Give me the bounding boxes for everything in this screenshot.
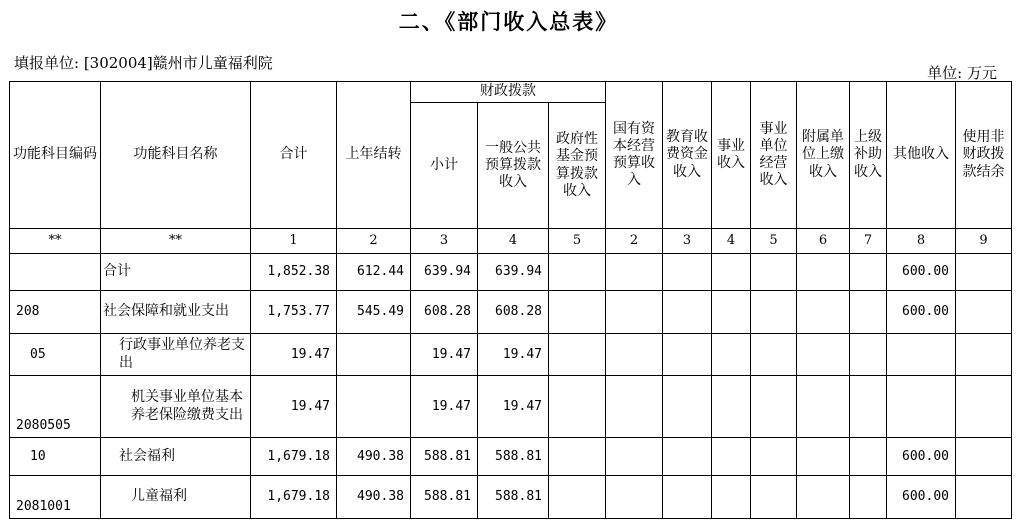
cell-empty <box>663 438 712 476</box>
table-row <box>10 376 1012 438</box>
cell-empty <box>850 254 887 291</box>
cell-empty <box>850 334 887 376</box>
cell-empty <box>797 254 850 291</box>
header-non-fiscal-carry: 使用非财政拨款结余 <box>956 82 1012 229</box>
index-cell: 2 <box>337 229 411 254</box>
cell-name: 儿童福利 <box>101 476 251 519</box>
cell-empty <box>606 334 663 376</box>
cell-empty <box>797 334 850 376</box>
cell-empty <box>956 254 1012 291</box>
cell-general-budget: 588.81 <box>478 476 549 519</box>
cell-empty <box>956 476 1012 519</box>
page-title: 二、《部门收入总表》 <box>398 9 619 34</box>
cell-empty <box>712 438 751 476</box>
table-row <box>10 254 1012 291</box>
cell-empty <box>850 438 887 476</box>
cell-empty <box>663 254 712 291</box>
cell-code: 208 <box>10 291 101 334</box>
cell-name: 社会保障和就业支出 <box>101 291 251 334</box>
cell-other <box>887 334 956 376</box>
cell-general-budget: 588.81 <box>478 438 549 476</box>
index-cell: ** <box>101 229 251 254</box>
index-cell: 4 <box>712 229 751 254</box>
cell-other: 600.00 <box>887 254 956 291</box>
cell-other <box>887 376 956 438</box>
cell-empty <box>549 438 606 476</box>
header-gov-fund: 政府性基金预算拨款收入 <box>549 103 606 229</box>
cell-subtotal: 19.47 <box>411 334 478 376</box>
header-code: 功能科目编码 <box>10 82 101 229</box>
cell-empty <box>850 291 887 334</box>
cell-general-budget: 19.47 <box>478 334 549 376</box>
cell-other: 600.00 <box>887 438 956 476</box>
cell-total: 1,679.18 <box>251 438 337 476</box>
header-career: 事业收入 <box>712 82 751 229</box>
header-carryover: 上年结转 <box>337 82 411 229</box>
cell-empty <box>663 334 712 376</box>
cell-empty <box>751 291 797 334</box>
cell-subtotal: 19.47 <box>411 376 478 438</box>
table-row <box>10 291 1012 334</box>
cell-empty <box>712 291 751 334</box>
cell-empty <box>956 334 1012 376</box>
header-edu-fee: 教育收费资金收入 <box>663 82 712 229</box>
header-upper-subsidy: 上级补助收入 <box>850 82 887 229</box>
table-row <box>10 438 1012 476</box>
index-cell: 5 <box>751 229 797 254</box>
cell-general-budget: 608.28 <box>478 291 549 334</box>
cell-name: 社会福利 <box>101 438 251 476</box>
cell-subtotal: 588.81 <box>411 476 478 519</box>
header-subtotal: 小计 <box>411 103 478 229</box>
cell-empty <box>797 438 850 476</box>
cell-carryover: 490.38 <box>337 438 411 476</box>
header-affiliated: 附属单位上缴收入 <box>797 82 850 229</box>
cell-empty <box>956 291 1012 334</box>
cell-code: 2080505 <box>10 376 101 438</box>
cell-empty <box>956 376 1012 438</box>
cell-code: 05 <box>10 334 101 376</box>
cell-general-budget: 639.94 <box>478 254 549 291</box>
cell-name: 合计 <box>101 254 251 291</box>
cell-empty <box>549 291 606 334</box>
cell-empty <box>797 376 850 438</box>
cell-carryover <box>337 376 411 438</box>
cell-code: 2081001 <box>10 476 101 519</box>
cell-total: 1,852.38 <box>251 254 337 291</box>
income-summary-table <box>9 81 1012 519</box>
cell-empty <box>549 254 606 291</box>
cell-empty <box>549 334 606 376</box>
cell-empty <box>663 291 712 334</box>
header-general-budget: 一般公共预算拨款收入 <box>478 103 549 229</box>
index-cell: 2 <box>606 229 663 254</box>
cell-other: 600.00 <box>887 476 956 519</box>
header-name: 功能科目名称 <box>101 82 251 229</box>
cell-total: 1,753.77 <box>251 291 337 334</box>
cell-subtotal: 639.94 <box>411 254 478 291</box>
index-cell: 4 <box>478 229 549 254</box>
cell-empty <box>606 254 663 291</box>
cell-other: 600.00 <box>887 291 956 334</box>
cell-empty <box>751 254 797 291</box>
cell-empty <box>549 376 606 438</box>
header-fiscal-group: 财政拨款 <box>411 82 606 103</box>
index-cell: 1 <box>251 229 337 254</box>
cell-empty <box>797 291 850 334</box>
cell-general-budget: 19.47 <box>478 376 549 438</box>
table-row <box>10 476 1012 519</box>
cell-empty <box>850 376 887 438</box>
cell-total: 1,679.18 <box>251 476 337 519</box>
cell-carryover: 490.38 <box>337 476 411 519</box>
cell-code <box>10 254 101 291</box>
index-cell: ** <box>10 229 101 254</box>
cell-empty <box>850 476 887 519</box>
cell-empty <box>712 376 751 438</box>
cell-empty <box>751 476 797 519</box>
cell-empty <box>606 438 663 476</box>
cell-empty <box>712 476 751 519</box>
header-state-capital: 国有资本经营预算收入 <box>606 82 663 229</box>
cell-empty <box>956 438 1012 476</box>
cell-subtotal: 588.81 <box>411 438 478 476</box>
cell-code: 10 <box>10 438 101 476</box>
cell-empty <box>751 376 797 438</box>
cell-empty <box>663 376 712 438</box>
cell-carryover: 545.49 <box>337 291 411 334</box>
cell-empty <box>606 291 663 334</box>
cell-empty <box>751 438 797 476</box>
index-cell: 3 <box>411 229 478 254</box>
index-cell: 9 <box>956 229 1012 254</box>
index-cell: 5 <box>549 229 606 254</box>
cell-empty <box>797 476 850 519</box>
cell-subtotal: 608.28 <box>411 291 478 334</box>
index-cell: 8 <box>887 229 956 254</box>
reporting-unit: 填报单位: [302004]赣州市儿童福利院 <box>14 54 273 72</box>
table-row <box>10 334 1012 376</box>
cell-name: 机关事业单位基本养老保险缴费支出 <box>101 376 251 438</box>
index-cell: 3 <box>663 229 712 254</box>
currency-unit: 单位: 万元 <box>927 64 997 82</box>
cell-empty <box>751 334 797 376</box>
index-cell: 6 <box>797 229 850 254</box>
cell-name: 行政事业单位养老支出 <box>101 334 251 376</box>
header-other: 其他收入 <box>887 82 956 229</box>
cell-empty <box>606 376 663 438</box>
cell-empty <box>549 476 606 519</box>
header-career-unit: 事业单位经营收入 <box>751 82 797 229</box>
cell-empty <box>606 476 663 519</box>
cell-empty <box>663 476 712 519</box>
cell-carryover: 612.44 <box>337 254 411 291</box>
cell-total: 19.47 <box>251 376 337 438</box>
header-total: 合计 <box>251 82 337 229</box>
cell-total: 19.47 <box>251 334 337 376</box>
cell-carryover <box>337 334 411 376</box>
cell-empty <box>712 254 751 291</box>
index-cell: 7 <box>850 229 887 254</box>
cell-empty <box>712 334 751 376</box>
